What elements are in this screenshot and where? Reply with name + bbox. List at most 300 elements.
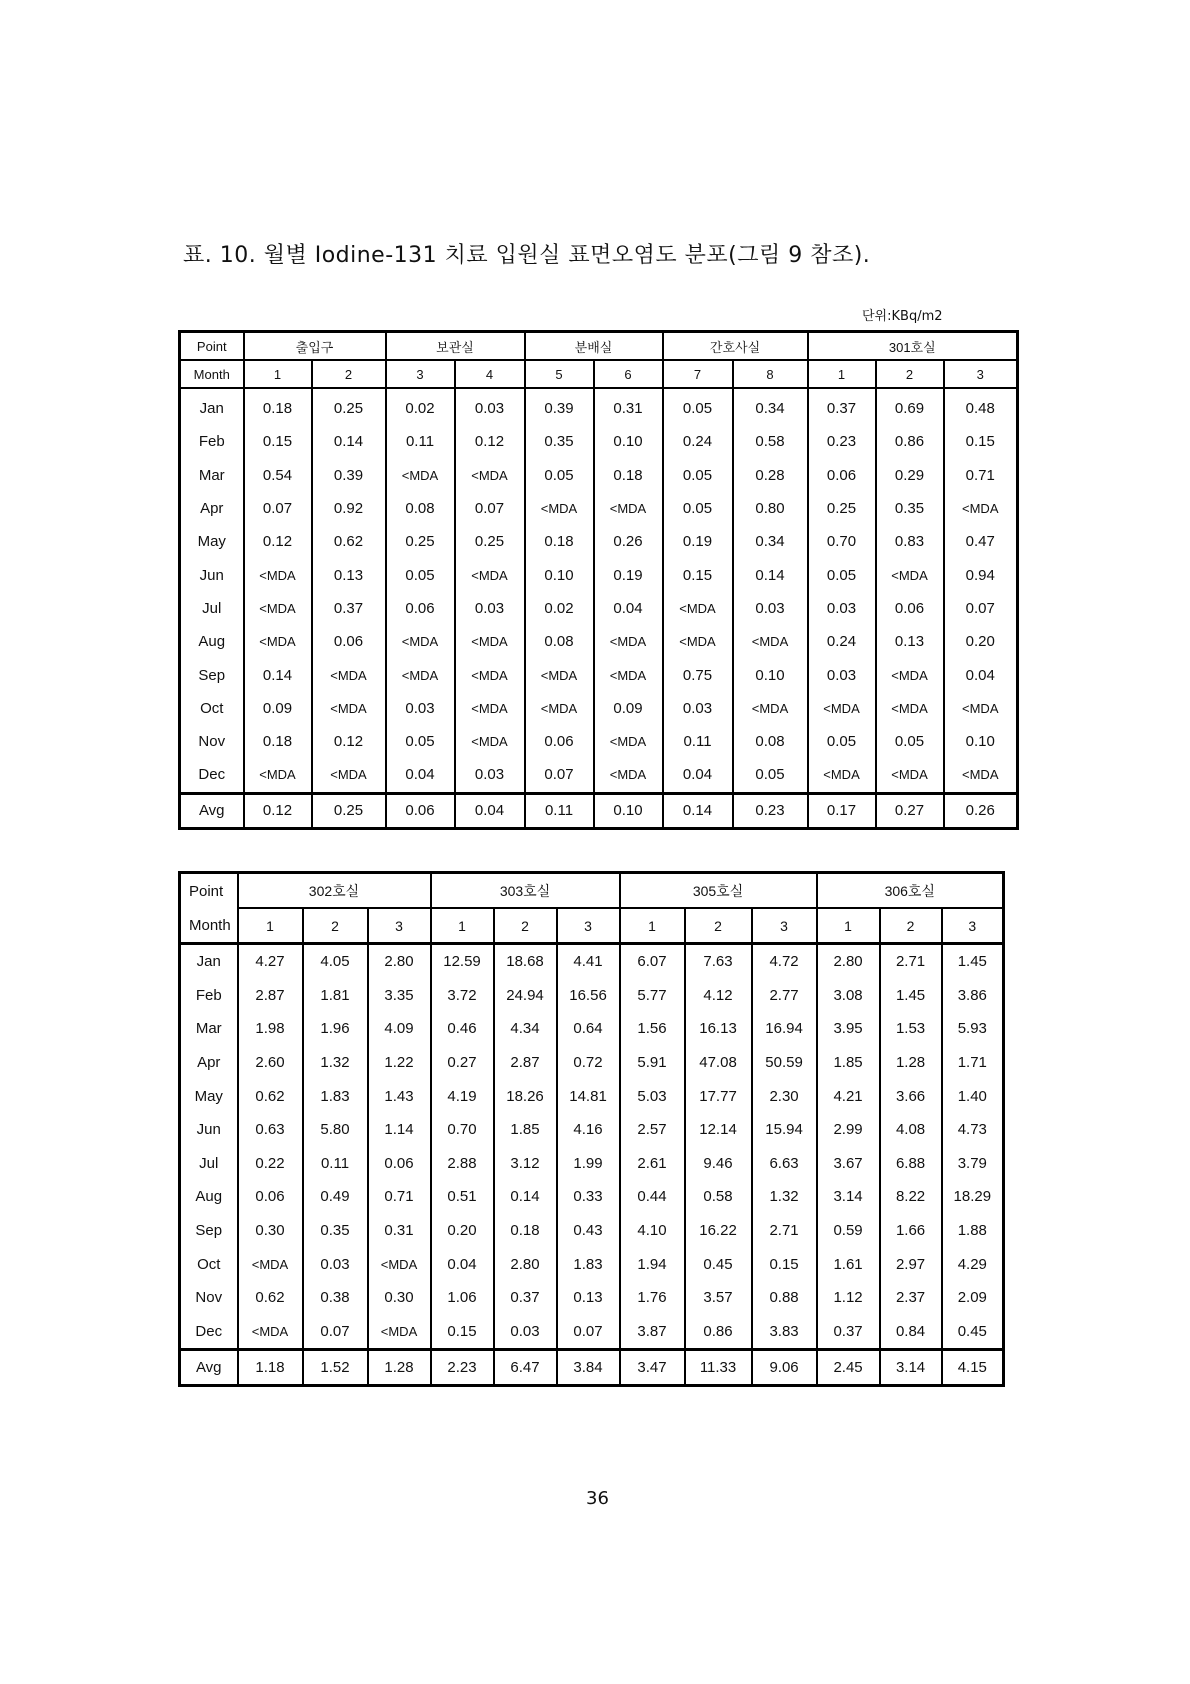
value-cell: 0.37: [312, 592, 386, 625]
value-cell: <MDA: [244, 592, 312, 625]
month-cell: Dec: [198, 766, 226, 784]
value-cell: 0.07: [303, 1315, 368, 1350]
point-number: 2: [303, 908, 368, 944]
value-cell: 0.58: [733, 425, 808, 458]
value-cell: <MDA: [808, 758, 876, 793]
value-cell: 0.18: [244, 725, 312, 758]
value-cell: 4.12: [685, 979, 752, 1013]
value-cell: 1.81: [303, 979, 368, 1013]
point-number: 2: [312, 360, 386, 388]
value-cell: 0.35: [525, 425, 594, 458]
avg-value: 0.12: [244, 793, 312, 828]
point-number: 1: [431, 908, 494, 944]
value-cell: 0.05: [733, 758, 808, 793]
month-cell: Mar: [198, 466, 225, 484]
value-cell: 1.12: [817, 1281, 880, 1315]
value-cell: 2.97: [880, 1247, 942, 1281]
value-cell: <MDA: [663, 625, 733, 658]
value-cell: <MDA: [368, 1247, 431, 1281]
value-cell: 5.77: [620, 979, 685, 1013]
value-cell: 0.11: [386, 425, 455, 458]
value-cell: 0.03: [663, 692, 733, 725]
value-cell: <MDA: [594, 658, 663, 691]
value-cell: 0.02: [386, 388, 455, 425]
table-row: [180, 758, 1018, 793]
point-number: 2: [494, 908, 557, 944]
value-cell: 0.02: [525, 592, 594, 625]
group-header: 302호실: [238, 873, 431, 909]
value-cell: 50.59: [752, 1046, 817, 1080]
point-number: 1: [817, 908, 880, 944]
table-row: [180, 1046, 1004, 1080]
point-number: 1: [620, 908, 685, 944]
value-cell: 2.57: [620, 1113, 685, 1147]
value-cell: 2.30: [752, 1079, 817, 1113]
value-cell: 0.69: [876, 388, 944, 425]
value-cell: 4.16: [557, 1113, 620, 1147]
value-cell: 0.12: [244, 525, 312, 558]
value-cell: 1.85: [817, 1046, 880, 1080]
value-cell: 0.14: [244, 658, 312, 691]
group-header: 보관실: [386, 332, 525, 361]
value-cell: 0.10: [733, 658, 808, 691]
value-cell: 3.35: [368, 979, 431, 1013]
value-cell: 0.04: [663, 758, 733, 793]
value-cell: <MDA: [244, 558, 312, 591]
value-cell: 0.06: [876, 592, 944, 625]
table-row: [180, 725, 1018, 758]
value-cell: <MDA: [594, 625, 663, 658]
value-cell: 0.45: [942, 1315, 1004, 1350]
table-row: [180, 1315, 1004, 1350]
avg-value: 2.23: [431, 1350, 494, 1386]
avg-value: 2.45: [817, 1350, 880, 1386]
point-number: 3: [944, 360, 1018, 388]
value-cell: <MDA: [594, 725, 663, 758]
value-cell: 1.56: [620, 1012, 685, 1046]
group-header: 간호사실: [663, 332, 808, 361]
value-cell: 4.21: [817, 1079, 880, 1113]
value-cell: <MDA: [663, 592, 733, 625]
table-row: [180, 1012, 1004, 1046]
value-cell: 0.09: [594, 692, 663, 725]
unit-label: 단위:KBq/m2: [862, 309, 943, 324]
value-cell: 6.88: [880, 1147, 942, 1181]
value-cell: 0.05: [808, 558, 876, 591]
value-cell: <MDA: [368, 1315, 431, 1350]
month-cell: May: [194, 1087, 223, 1105]
value-cell: 1.96: [303, 1012, 368, 1046]
avg-value: 0.17: [808, 793, 876, 828]
contamination-table-1: [178, 330, 1019, 830]
table-row: [180, 625, 1018, 658]
avg-value: 3.14: [880, 1350, 942, 1386]
month-cell: Nov: [195, 1289, 223, 1307]
value-cell: 4.73: [942, 1113, 1004, 1147]
value-cell: 0.34: [733, 388, 808, 425]
value-cell: 3.79: [942, 1147, 1004, 1181]
value-cell: 4.19: [431, 1079, 494, 1113]
value-cell: 0.83: [876, 525, 944, 558]
value-cell: 0.10: [944, 725, 1018, 758]
value-cell: 1.76: [620, 1281, 685, 1315]
value-cell: 0.37: [808, 388, 876, 425]
group-header: 303호실: [431, 873, 620, 909]
table-row: [180, 692, 1018, 725]
value-cell: <MDA: [525, 492, 594, 525]
value-cell: 0.05: [876, 725, 944, 758]
point-number: 2: [876, 360, 944, 388]
value-cell: <MDA: [386, 625, 455, 658]
value-cell: 9.46: [685, 1147, 752, 1181]
avg-value: 0.14: [663, 793, 733, 828]
value-cell: <MDA: [525, 658, 594, 691]
value-cell: 0.29: [876, 459, 944, 492]
value-cell: 0.70: [808, 525, 876, 558]
table-row: [180, 1247, 1004, 1281]
page-number: 36: [586, 1488, 609, 1509]
value-cell: 0.11: [303, 1147, 368, 1181]
value-cell: 0.04: [594, 592, 663, 625]
month-cell: Jan: [196, 953, 221, 971]
month-cell: Feb: [195, 986, 222, 1004]
value-cell: 0.37: [817, 1315, 880, 1350]
value-cell: 0.86: [685, 1315, 752, 1350]
value-cell: 1.83: [303, 1079, 368, 1113]
value-cell: 0.28: [733, 459, 808, 492]
value-cell: 0.51: [431, 1180, 494, 1214]
value-cell: 5.80: [303, 1113, 368, 1147]
value-cell: 1.43: [368, 1079, 431, 1113]
value-cell: <MDA: [386, 459, 455, 492]
value-cell: <MDA: [876, 558, 944, 591]
point-number: 6: [594, 360, 663, 388]
value-cell: 0.09: [244, 692, 312, 725]
month-cell: Sep: [198, 666, 226, 684]
value-cell: 0.08: [525, 625, 594, 658]
value-cell: 0.39: [525, 388, 594, 425]
month-cell: Mar: [195, 1020, 222, 1038]
value-cell: 0.43: [557, 1214, 620, 1248]
value-cell: 2.60: [238, 1046, 303, 1080]
average-row: [180, 793, 1018, 828]
value-cell: 0.37: [494, 1281, 557, 1315]
value-cell: 0.88: [752, 1281, 817, 1315]
value-cell: 0.62: [238, 1079, 303, 1113]
value-cell: <MDA: [876, 658, 944, 691]
month-label: Month: [180, 908, 238, 944]
value-cell: 0.05: [525, 459, 594, 492]
value-cell: 0.70: [431, 1113, 494, 1147]
value-cell: 0.06: [386, 592, 455, 625]
value-cell: <MDA: [733, 692, 808, 725]
value-cell: 0.26: [594, 525, 663, 558]
value-cell: 18.26: [494, 1079, 557, 1113]
value-cell: 17.77: [685, 1079, 752, 1113]
value-cell: 0.07: [557, 1315, 620, 1350]
value-cell: 0.46: [431, 1012, 494, 1046]
point-number: 3: [386, 360, 455, 388]
value-cell: <MDA: [244, 758, 312, 793]
value-cell: 0.13: [312, 558, 386, 591]
avg-value: 0.26: [944, 793, 1018, 828]
value-cell: 2.71: [752, 1214, 817, 1248]
value-cell: 16.13: [685, 1012, 752, 1046]
avg-value: 9.06: [752, 1350, 817, 1386]
value-cell: 1.22: [368, 1046, 431, 1080]
value-cell: 2.87: [238, 979, 303, 1013]
value-cell: <MDA: [312, 758, 386, 793]
point-number: 3: [942, 908, 1004, 944]
avg-value: 0.23: [733, 793, 808, 828]
month-cell: May: [197, 533, 226, 551]
value-cell: 0.04: [431, 1247, 494, 1281]
value-cell: 0.03: [303, 1247, 368, 1281]
value-cell: 15.94: [752, 1113, 817, 1147]
value-cell: <MDA: [594, 492, 663, 525]
value-cell: 0.07: [244, 492, 312, 525]
value-cell: 2.87: [494, 1046, 557, 1080]
table-row: [180, 979, 1004, 1013]
table-row: [180, 1147, 1004, 1181]
table-row: [180, 944, 1004, 979]
month-cell: Feb: [198, 433, 225, 451]
value-cell: <MDA: [808, 692, 876, 725]
contamination-table-2: [178, 871, 1005, 1387]
table-row: [180, 492, 1018, 525]
average-row: [180, 1350, 1004, 1386]
value-cell: 0.07: [944, 592, 1018, 625]
value-cell: 0.25: [312, 388, 386, 425]
value-cell: 4.29: [942, 1247, 1004, 1281]
value-cell: 6.63: [752, 1147, 817, 1181]
point-number: 3: [368, 908, 431, 944]
value-cell: 0.58: [685, 1180, 752, 1214]
value-cell: 5.91: [620, 1046, 685, 1080]
value-cell: 0.24: [808, 625, 876, 658]
point-number: 3: [752, 908, 817, 944]
value-cell: 0.15: [663, 558, 733, 591]
value-cell: 0.06: [238, 1180, 303, 1214]
value-cell: 0.05: [386, 725, 455, 758]
value-cell: 0.25: [455, 525, 525, 558]
value-cell: 0.18: [494, 1214, 557, 1248]
month-cell: Jul: [202, 599, 222, 617]
table-row: [180, 1079, 1004, 1113]
table-row: [180, 459, 1018, 492]
value-cell: 4.34: [494, 1012, 557, 1046]
avg-value: 0.10: [594, 793, 663, 828]
group-header: 출입구: [244, 332, 386, 361]
value-cell: 1.40: [942, 1079, 1004, 1113]
avg-value: 0.04: [455, 793, 525, 828]
value-cell: 0.38: [303, 1281, 368, 1315]
value-cell: 0.94: [944, 558, 1018, 591]
value-cell: 0.23: [808, 425, 876, 458]
point-number: 3: [557, 908, 620, 944]
value-cell: 0.06: [808, 459, 876, 492]
value-cell: 0.15: [752, 1247, 817, 1281]
value-cell: 0.44: [620, 1180, 685, 1214]
value-cell: <MDA: [876, 758, 944, 793]
value-cell: 0.84: [880, 1315, 942, 1350]
value-cell: 7.63: [685, 944, 752, 979]
month-cell: Nov: [198, 733, 226, 751]
table-row: [180, 658, 1018, 691]
avg-value: 0.27: [876, 793, 944, 828]
value-cell: 47.08: [685, 1046, 752, 1080]
value-cell: 0.25: [386, 525, 455, 558]
value-cell: 0.05: [663, 459, 733, 492]
value-cell: <MDA: [525, 692, 594, 725]
value-cell: <MDA: [455, 459, 525, 492]
value-cell: 1.14: [368, 1113, 431, 1147]
value-cell: 1.99: [557, 1147, 620, 1181]
value-cell: 12.59: [431, 944, 494, 979]
value-cell: 2.88: [431, 1147, 494, 1181]
value-cell: 3.14: [817, 1180, 880, 1214]
point-number: 1: [808, 360, 876, 388]
avg-value: 6.47: [494, 1350, 557, 1386]
point-number: 4: [455, 360, 525, 388]
point-label: Point: [189, 882, 224, 900]
avg-value: 4.15: [942, 1350, 1004, 1386]
header-row-groups: [180, 332, 1018, 361]
value-cell: 3.83: [752, 1315, 817, 1350]
value-cell: 1.88: [942, 1214, 1004, 1248]
value-cell: 0.59: [817, 1214, 880, 1248]
point-number: 2: [880, 908, 942, 944]
value-cell: 1.32: [303, 1046, 368, 1080]
table-row: [180, 525, 1018, 558]
value-cell: 2.61: [620, 1147, 685, 1181]
value-cell: 0.11: [663, 725, 733, 758]
value-cell: 16.94: [752, 1012, 817, 1046]
value-cell: 0.05: [386, 558, 455, 591]
value-cell: <MDA: [455, 625, 525, 658]
value-cell: 0.08: [733, 725, 808, 758]
value-cell: 8.22: [880, 1180, 942, 1214]
value-cell: 1.66: [880, 1214, 942, 1248]
value-cell: 0.15: [431, 1315, 494, 1350]
table-row: [180, 388, 1018, 425]
value-cell: 1.71: [942, 1046, 1004, 1080]
avg-value: 3.84: [557, 1350, 620, 1386]
value-cell: 0.33: [557, 1180, 620, 1214]
value-cell: <MDA: [312, 692, 386, 725]
value-cell: <MDA: [455, 558, 525, 591]
value-cell: 0.19: [594, 558, 663, 591]
point-number: 7: [663, 360, 733, 388]
value-cell: 3.86: [942, 979, 1004, 1013]
value-cell: 0.03: [808, 592, 876, 625]
value-cell: 3.67: [817, 1147, 880, 1181]
month-cell: Oct: [197, 1255, 221, 1273]
value-cell: 0.47: [944, 525, 1018, 558]
value-cell: 0.31: [594, 388, 663, 425]
header-row-points: [180, 360, 1018, 388]
avg-value: 3.47: [620, 1350, 685, 1386]
value-cell: 2.09: [942, 1281, 1004, 1315]
group-header: 305호실: [620, 873, 817, 909]
value-cell: 18.68: [494, 944, 557, 979]
table-caption: 표. 10. 월별 Iodine-131 치료 입원실 표면오염도 분포(그림 9 참조).: [183, 243, 871, 268]
value-cell: 0.86: [876, 425, 944, 458]
point-number: 1: [238, 908, 303, 944]
value-cell: 0.05: [663, 388, 733, 425]
point-label: Point: [180, 332, 244, 361]
value-cell: <MDA: [944, 758, 1018, 793]
value-cell: 3.57: [685, 1281, 752, 1315]
value-cell: 3.66: [880, 1079, 942, 1113]
value-cell: 0.31: [368, 1214, 431, 1248]
month-cell: Apr: [197, 1054, 221, 1072]
value-cell: 0.39: [312, 459, 386, 492]
value-cell: 18.29: [942, 1180, 1004, 1214]
group-header: 306호실: [817, 873, 1004, 909]
value-cell: <MDA: [455, 725, 525, 758]
value-cell: 0.06: [312, 625, 386, 658]
value-cell: 0.13: [557, 1281, 620, 1315]
month-cell: Jun: [196, 1121, 221, 1139]
value-cell: 1.85: [494, 1113, 557, 1147]
value-cell: <MDA: [244, 625, 312, 658]
value-cell: 0.19: [663, 525, 733, 558]
value-cell: 0.62: [312, 525, 386, 558]
value-cell: 0.18: [244, 388, 312, 425]
value-cell: 0.13: [876, 625, 944, 658]
value-cell: 0.18: [525, 525, 594, 558]
value-cell: <MDA: [386, 658, 455, 691]
value-cell: 0.75: [663, 658, 733, 691]
value-cell: 2.99: [817, 1113, 880, 1147]
value-cell: 0.35: [876, 492, 944, 525]
value-cell: 0.22: [238, 1147, 303, 1181]
point-number: 2: [685, 908, 752, 944]
avg-value: 1.52: [303, 1350, 368, 1386]
value-cell: 0.25: [808, 492, 876, 525]
value-cell: 0.05: [663, 492, 733, 525]
table-row: [180, 592, 1018, 625]
value-cell: 1.94: [620, 1247, 685, 1281]
value-cell: 1.45: [880, 979, 942, 1013]
month-cell: Oct: [200, 699, 224, 717]
value-cell: 0.54: [244, 459, 312, 492]
table-row: [180, 1281, 1004, 1315]
value-cell: <MDA: [876, 692, 944, 725]
value-cell: 0.04: [386, 758, 455, 793]
value-cell: 0.03: [808, 658, 876, 691]
value-cell: 0.92: [312, 492, 386, 525]
value-cell: 2.77: [752, 979, 817, 1013]
value-cell: 4.10: [620, 1214, 685, 1248]
group-header: 301호실: [808, 332, 1018, 361]
value-cell: 0.12: [455, 425, 525, 458]
month-cell: Apr: [200, 500, 224, 518]
value-cell: 0.62: [238, 1281, 303, 1315]
value-cell: 0.14: [494, 1180, 557, 1214]
value-cell: 16.56: [557, 979, 620, 1013]
value-cell: 0.03: [455, 592, 525, 625]
value-cell: <MDA: [238, 1247, 303, 1281]
value-cell: 14.81: [557, 1079, 620, 1113]
avg-value: 11.33: [685, 1350, 752, 1386]
month-cell: Sep: [195, 1222, 223, 1240]
month-cell: Aug: [195, 1188, 223, 1206]
group-header: 분배실: [525, 332, 663, 361]
value-cell: 0.63: [238, 1113, 303, 1147]
value-cell: <MDA: [455, 658, 525, 691]
